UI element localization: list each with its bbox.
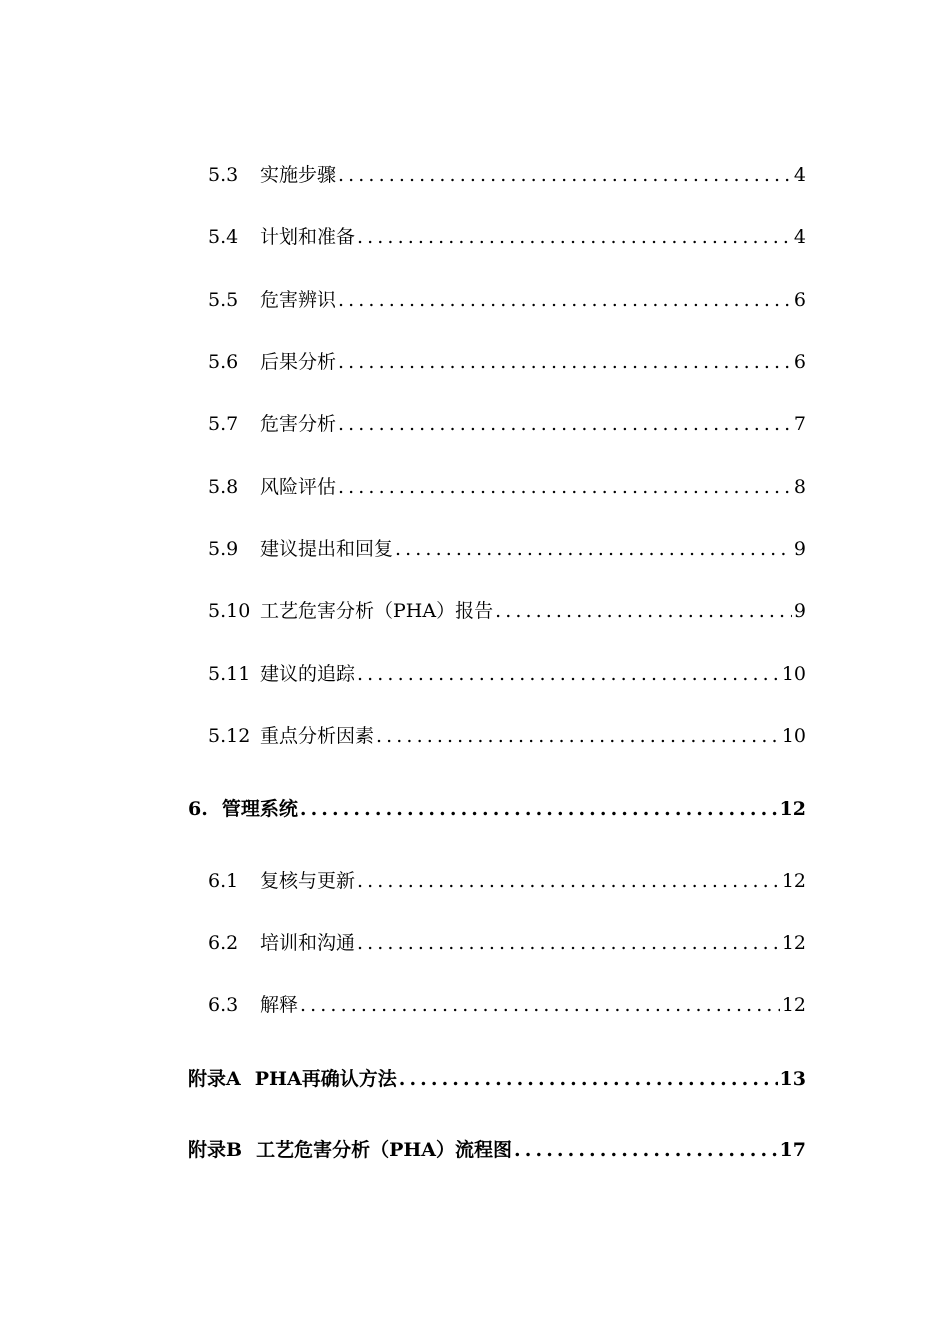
toc-entry-5-5[interactable] [208, 287, 806, 313]
toc-entry-5-6[interactable] [208, 349, 806, 375]
dot-leader [514, 1137, 778, 1163]
dot-leader [338, 411, 792, 437]
page-number: 12 [781, 870, 806, 892]
page-number: 7 [793, 413, 806, 435]
section-number: 5.11 [208, 663, 251, 685]
appendix-number: 附录B [188, 1139, 243, 1161]
page-number: 12 [781, 932, 806, 954]
section-number: 5.10 [208, 600, 251, 622]
section-number: 6. [188, 798, 208, 820]
section-title: 实施步骤 [260, 164, 337, 186]
section-title: 计划和准备 [260, 226, 356, 248]
page-number: 10 [781, 663, 806, 685]
dot-leader [376, 723, 780, 749]
toc-entry-5-10[interactable] [208, 598, 806, 624]
section-title: 管理系统 [221, 798, 298, 820]
section-number: 5.4 [208, 226, 239, 248]
section-number: 5.3 [208, 164, 239, 186]
section-title: 培训和沟通 [260, 932, 356, 954]
dot-leader [495, 598, 792, 624]
page-number: 4 [793, 226, 806, 248]
dot-leader [338, 474, 792, 500]
toc-entry-6-2[interactable] [208, 930, 806, 956]
toc-entry-6-3[interactable] [208, 992, 806, 1018]
section-title: 风险评估 [260, 476, 337, 498]
toc-entry-6-1[interactable] [208, 868, 806, 894]
section-number: 5.8 [208, 476, 239, 498]
dot-leader [300, 796, 778, 822]
section-title: 复核与更新 [260, 870, 356, 892]
dot-leader [338, 287, 792, 313]
toc-entry-5-4[interactable] [208, 224, 806, 250]
appendix-number: 附录A [188, 1068, 241, 1090]
toc-entry-5-9[interactable] [208, 536, 806, 562]
section-title: 后果分析 [260, 351, 337, 373]
section-number: 5.5 [208, 289, 239, 311]
page-number: 12 [779, 798, 806, 820]
toc-entry-5-8[interactable] [208, 474, 806, 500]
toc-entry-appendix-b[interactable] [188, 1137, 806, 1163]
section-number: 5.9 [208, 538, 239, 560]
section-number: 6.2 [208, 932, 239, 954]
section-number: 5.7 [208, 413, 239, 435]
dot-leader [338, 349, 792, 375]
dot-leader [300, 992, 780, 1018]
dot-leader [395, 536, 792, 562]
dot-leader [357, 930, 780, 956]
page-number: 6 [793, 351, 806, 373]
toc-entry-5-7[interactable] [208, 411, 806, 437]
page-number: 6 [793, 289, 806, 311]
section-title: PHA再确认方法 [254, 1068, 397, 1090]
section-title: 重点分析因素 [260, 725, 375, 747]
page-number: 13 [779, 1068, 806, 1090]
section-number: 5.12 [208, 725, 251, 747]
section-title: 建议提出和回复 [260, 538, 394, 560]
page-number: 17 [779, 1139, 806, 1161]
page-number: 8 [793, 476, 806, 498]
toc-entry-appendix-a[interactable] [188, 1066, 806, 1092]
page-number: 12 [781, 994, 806, 1016]
toc-entry-5-12[interactable] [208, 723, 806, 749]
dot-leader [357, 224, 792, 250]
toc-entry-6[interactable] [188, 796, 806, 822]
page-number: 4 [793, 164, 806, 186]
dot-leader [338, 162, 792, 188]
section-title: 解释 [260, 994, 299, 1016]
section-title: 危害辨识 [260, 289, 337, 311]
page-number: 9 [793, 538, 806, 560]
section-number: 5.6 [208, 351, 239, 373]
section-title: 危害分析 [260, 413, 337, 435]
section-number: 6.3 [208, 994, 239, 1016]
section-title: 工艺危害分析（PHA）流程图 [256, 1139, 513, 1161]
section-title: 工艺危害分析（PHA）报告 [260, 600, 494, 622]
page-number: 9 [793, 600, 806, 622]
section-number: 6.1 [208, 870, 239, 892]
toc-entry-5-11[interactable] [208, 661, 806, 687]
toc-entry-5-3[interactable] [208, 162, 806, 188]
dot-leader [357, 661, 780, 687]
dot-leader [357, 868, 780, 894]
dot-leader [399, 1066, 778, 1092]
section-title: 建议的追踪 [260, 663, 356, 685]
page-number: 10 [781, 725, 806, 747]
